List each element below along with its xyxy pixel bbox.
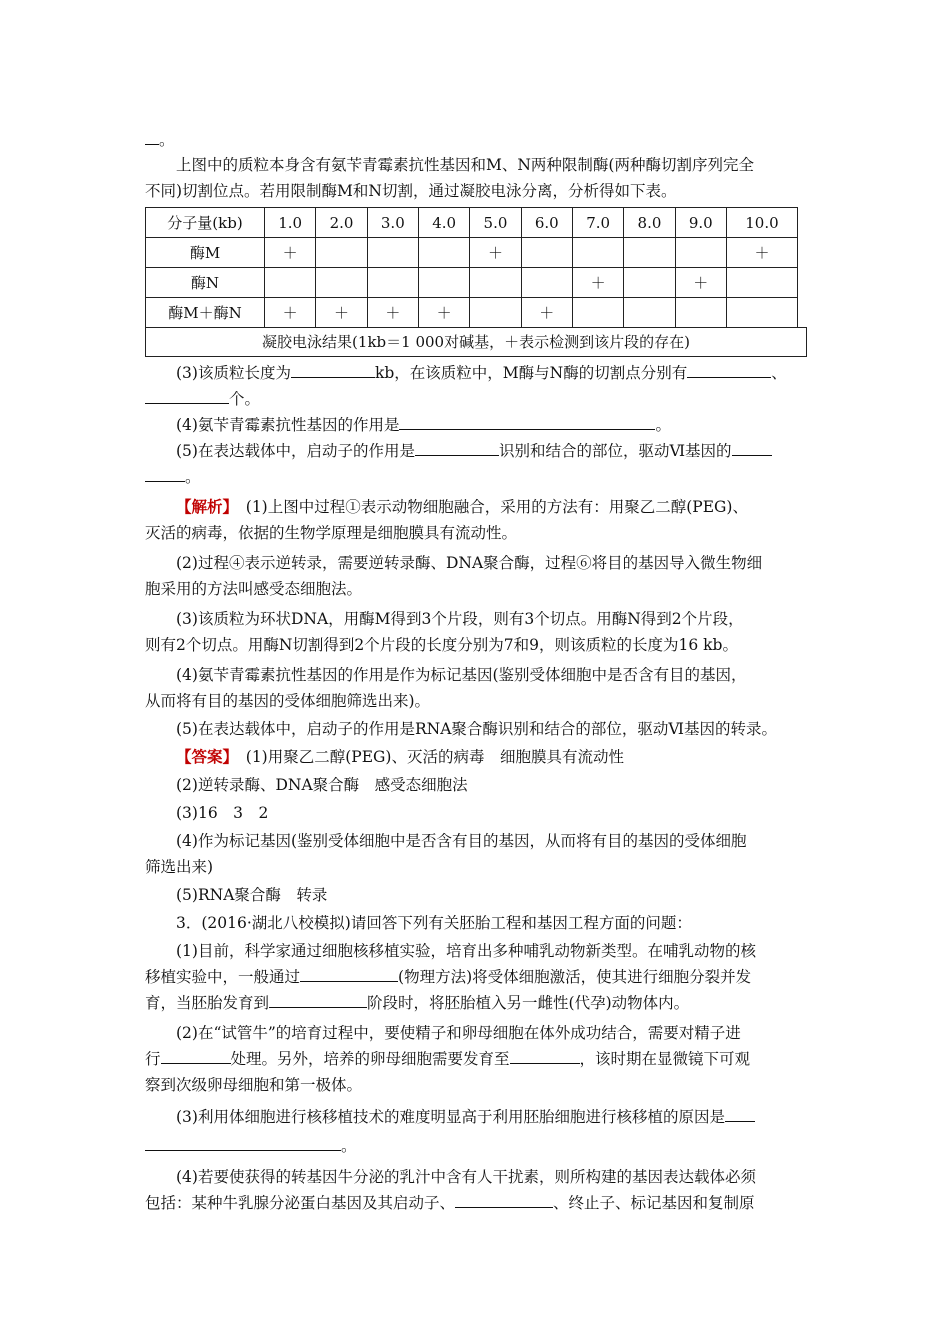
table-cell: [572, 238, 623, 268]
table-cell: ＋: [367, 298, 418, 328]
question-5: (5)在表达载体中，启动子的作用是 识别和结合的部位，驱动Ⅵ基因的: [176, 441, 772, 461]
question-4: (4)氨苄青霉素抗性基因的作用是 。: [176, 416, 671, 434]
table-cell: [675, 238, 726, 268]
table-cell: [470, 298, 521, 328]
answer-blank: [732, 441, 772, 456]
problem-3-title: 3．(2016·湖北八校模拟)请回答下列有关胚胎工程和基因工程方面的问题：: [176, 914, 692, 932]
table-header-cell: 5.0: [470, 208, 521, 238]
text-line: 。: [145, 1136, 357, 1156]
table-header-cell: 4.0: [418, 208, 469, 238]
table-cell: ＋: [265, 298, 316, 328]
text-line: (2)过程④表示逆转录，需要逆转录酶、DNA聚合酶，过程⑥将目的基因导入微生物细: [176, 554, 763, 572]
table-header-cell: 1.0: [265, 208, 316, 238]
table-cell: ＋: [572, 268, 623, 298]
text-line: 上图中的质粒本身含有氨苄青霉素抗性基因和M、N两种限制酶(两种酶切割序列完全: [176, 156, 754, 174]
table-header-cell: 6.0: [521, 208, 572, 238]
text-line: (3)16 3 2: [176, 804, 269, 822]
table-cell: [367, 268, 418, 298]
analysis-section: 【解析】 (1)上图中过程①表示动物细胞融合，采用的方法有：用聚乙二醇(PEG)、: [176, 497, 748, 516]
table-cell: [367, 238, 418, 268]
table-header-cell: 7.0: [572, 208, 623, 238]
table-cell: [624, 238, 675, 268]
electrophoresis-table: [145, 207, 798, 328]
table-cell: [726, 298, 797, 328]
table-row: [146, 268, 798, 298]
table-header-cell: 10.0: [726, 208, 797, 238]
text-line: 灭活的病毒，依据的生物学原理是细胞膜具有流动性。: [145, 524, 518, 542]
text-line: 包括：某种牛乳腺分泌蛋白基因及其启动子、 、终止子、标记基因和复制原: [145, 1194, 755, 1212]
answer-section: 【答案】 (1)用聚乙二醇(PEG)、灭活的病毒 细胞膜具有流动性: [176, 747, 624, 766]
text-line: (2)在“试管牛”的培育过程中，要使精子和卵母细胞在体外成功结合，需要对精子进: [176, 1024, 741, 1042]
table-cell: [418, 268, 469, 298]
table-header-cell: 8.0: [624, 208, 675, 238]
text-line: 移植实验中，一般通过 (物理方法)将受体细胞激活，使其进行细胞分裂并发: [145, 968, 752, 986]
table-cell: [624, 268, 675, 298]
answer-blank: [145, 389, 229, 404]
answer-blank: [415, 441, 499, 456]
text-line: 育，当胚胎发育到 阶段时，将胚胎植入另一雌性(代孕)动物体内。: [145, 994, 690, 1012]
table-header-row: [146, 208, 798, 238]
text-line: (4)氨苄青霉素抗性基因的作用是作为标记基因(鉴别受体细胞中是否含有目的基因，: [176, 666, 747, 684]
text-line: (5)在表达载体中，启动子的作用是RNA聚合酶识别和结合的部位，驱动Ⅵ基因的转录。: [176, 720, 777, 738]
answer-blank: [161, 1049, 231, 1064]
table-cell: ＋: [418, 298, 469, 328]
table-header-label: 分子量(kb): [146, 208, 265, 238]
row-label: 酶M＋酶N: [146, 298, 265, 328]
text-line: (1)目前，科学家通过细胞核移植实验，培育出多种哺乳动物新类型。在哺乳动物的核: [176, 942, 756, 960]
table-header-cell: 2.0: [316, 208, 367, 238]
table-cell: [316, 238, 367, 268]
table-row: [146, 298, 798, 328]
row-label: 酶M: [146, 238, 265, 268]
text-line: 。: [145, 130, 175, 150]
table-caption: 凝胶电泳结果(1kb＝1 000对碱基，＋表示检测到该片段的存在): [145, 327, 807, 357]
text-line: 不同)切割位点。若用限制酶M和N切割，通过凝胶电泳分离，分析得如下表。: [145, 182, 677, 200]
answer-tag: 【答案】: [176, 747, 231, 766]
table-cell: ＋: [675, 268, 726, 298]
text-line: 行 处理。另外，培养的卵母细胞需要发育至 ，该时期在显微镜下可观: [145, 1050, 751, 1068]
table-cell: [521, 268, 572, 298]
text-line: (3)利用体细胞进行核移植技术的难度明显高于利用胚胎细胞进行核移植的原因是: [176, 1107, 755, 1127]
answer-blank: [269, 993, 367, 1008]
table-header-cell: 9.0: [675, 208, 726, 238]
text-line: (4)若要使获得的转基因牛分泌的乳汁中含有人干扰素，则所构建的基因表达载体必须: [176, 1168, 756, 1186]
answer-blank: [510, 1049, 580, 1064]
table-cell: [572, 298, 623, 328]
table-cell: [675, 298, 726, 328]
answer-blank: [399, 415, 655, 430]
answer-blank: [145, 130, 159, 145]
table-cell: ＋: [726, 238, 797, 268]
text-line: (4)作为标记基因(鉴别受体细胞中是否含有目的基因，从而将有目的基因的受体细胞: [176, 832, 747, 850]
text-line: 。: [145, 467, 201, 487]
answer-blank: [145, 467, 185, 482]
table-cell: [316, 268, 367, 298]
table-row: [146, 238, 798, 268]
table-cell: ＋: [265, 238, 316, 268]
analysis-tag: 【解析】: [176, 497, 231, 516]
text-line: 筛选出来): [145, 858, 214, 876]
text-line: 个。: [145, 389, 260, 409]
answer-blank: [300, 967, 398, 982]
answer-blank: [687, 363, 771, 378]
text-line: 则有2个切点。用酶N切割得到2个片段的长度分别为7和9，则该质粒的长度为16 kb。: [145, 636, 738, 654]
answer-blank: [725, 1107, 755, 1122]
table-cell: [726, 268, 797, 298]
table-cell: ＋: [470, 238, 521, 268]
table-cell: [624, 298, 675, 328]
table-cell: [418, 238, 469, 268]
text-line: 从而将有目的基因的受体细胞筛选出来)。: [145, 692, 431, 710]
question-3: (3)该质粒长度为 kb，在该质粒中，M酶与N酶的切割点分别有 、: [176, 364, 787, 382]
text-line: (2)逆转录酶、DNA聚合酶 感受态细胞法: [176, 776, 468, 794]
answer-blank: [455, 1193, 553, 1208]
row-label: 酶N: [146, 268, 265, 298]
table-header-cell: 3.0: [367, 208, 418, 238]
text-line: 察到次级卵母细胞和第一极体。: [145, 1076, 363, 1094]
table-cell: [521, 238, 572, 268]
text-line: 胞采用的方法叫感受态细胞法。: [145, 580, 363, 598]
answer-blank: [291, 363, 375, 378]
table-cell: ＋: [316, 298, 367, 328]
table-cell: ＋: [521, 298, 572, 328]
table-cell: [470, 268, 521, 298]
text-line: (5)RNA聚合酶 转录: [176, 886, 328, 904]
table-cell: [265, 268, 316, 298]
answer-blank: [145, 1136, 341, 1151]
text-line: (3)该质粒为环状DNA，用酶M得到3个片段，则有3个切点。用酶N得到2个片段，: [176, 610, 744, 628]
